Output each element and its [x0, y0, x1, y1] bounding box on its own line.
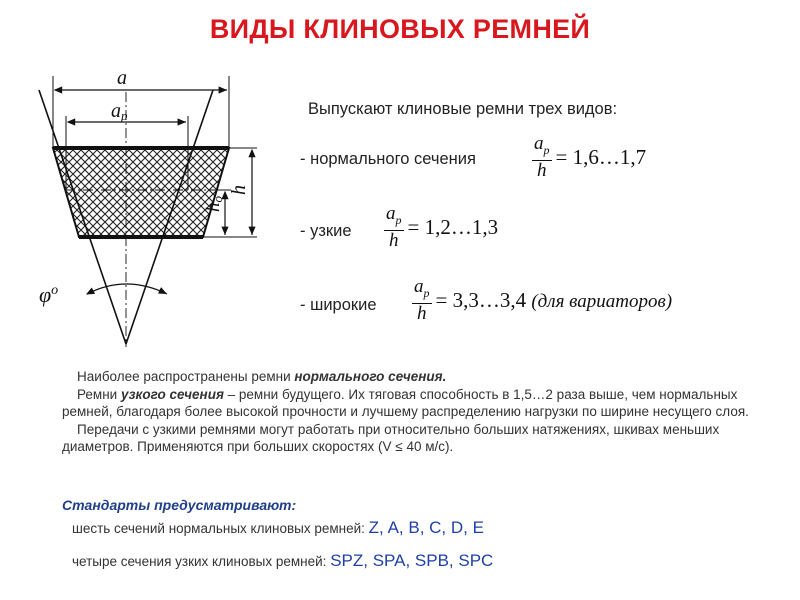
- kind-narrow-label: - узкие: [300, 222, 352, 240]
- intro-text: Выпускают клиновые ремни трех видов:: [308, 100, 618, 118]
- kind-normal-label: - нормального сечения: [300, 150, 476, 168]
- v-belt-cross-section-diagram: [25, 62, 275, 352]
- formula-wide: $\frac{a_p}{h}$ = 3,3…3,4 (для вариаторов): [414, 276, 673, 324]
- variator-note: (для вариаторов): [531, 290, 673, 312]
- normal-codes: Z, A, B, C, D, E: [368, 518, 484, 537]
- paragraph-block: [62, 368, 752, 456]
- p1-text: Наиболее распространены ремни: [77, 369, 295, 384]
- formula-normal: $\frac{a_p}{h}$ = 1,6…1,7: [534, 133, 647, 181]
- formula-narrow: $\frac{a_p}{h}$ = 1,2…1,3: [386, 203, 499, 251]
- angle-arc: [87, 284, 167, 294]
- label-phi: $\varphi^o$: [39, 282, 59, 307]
- standards-narrow: четыре сечения узких клиновых ремней: SPZ, SPA, SPB, SPC: [72, 551, 494, 570]
- p3-text: Передачи с узкими ремнями могут работать при относительно больших натяжениях, шкивах меньших диаметров. Применяются при больших скоростях (V ≤ 40 м/с).: [62, 421, 720, 454]
- standards-normal: шесть сечений нормальных клиновых ремней: Z, A, B, C, D, E: [72, 518, 484, 537]
- p2-rest: – ремни будущего. Их тяговая способность в 1,5…2 раза выше, чем нормальных ремней, благодаря более высокой прочности и лучшему распределению нагрузки по ширине несущего слоя.: [62, 386, 749, 419]
- label-h0: ho: [203, 196, 225, 212]
- label-a: a: [117, 67, 127, 89]
- label-ap: ap: [111, 100, 128, 123]
- label-h: h: [228, 185, 250, 195]
- narrow-codes: SPZ, SPA, SPB, SPC: [330, 551, 494, 570]
- page-title: ВИДЫ КЛИНОВЫХ РЕМНЕЙ: [209, 14, 591, 44]
- p2-text: Ремни: [77, 386, 121, 402]
- p2-bold: узкого сечения: [120, 386, 224, 402]
- belt-section-hatched: [53, 148, 229, 237]
- standards-heading: Стандарты предусматривают:: [62, 497, 297, 513]
- kind-wide-label: - широкие: [300, 296, 377, 314]
- p1-bold: нормального сечения.: [294, 369, 447, 384]
